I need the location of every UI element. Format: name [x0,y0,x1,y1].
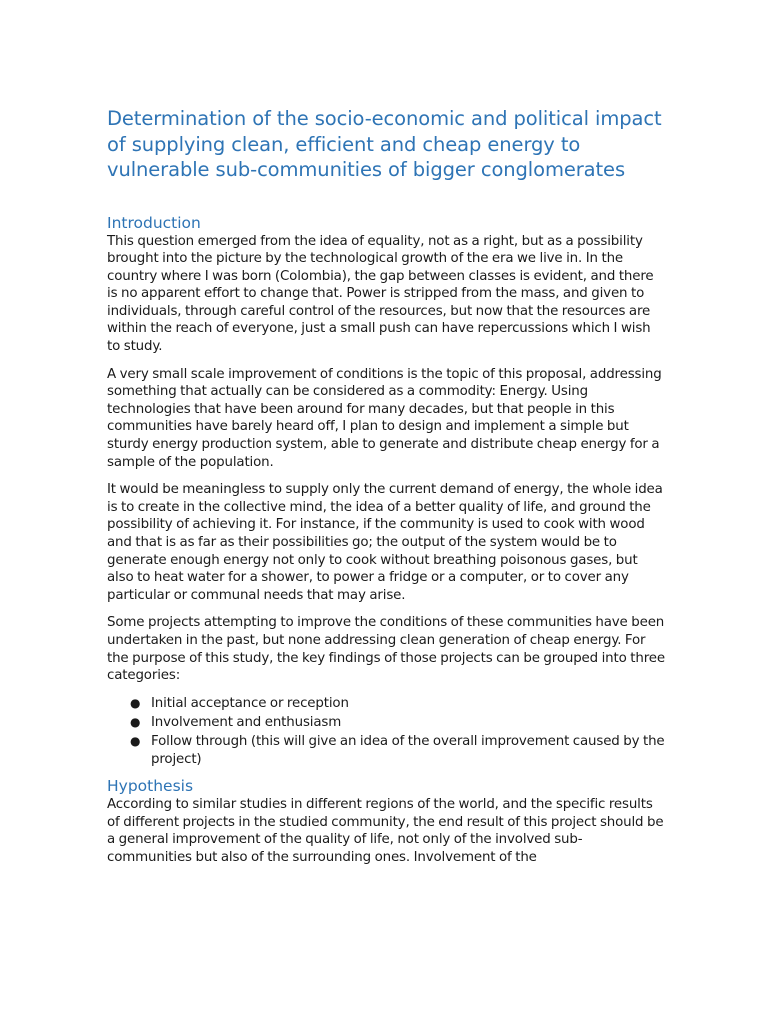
hypothesis-section [107,776,667,866]
introduction-section [107,213,667,769]
hypothesis-heading: Hypothesis [107,777,194,796]
list-item-text: Initial acceptance or reception [151,695,349,711]
hypothesis-paragraph-1: According to similar studies in different regions of the world, and the specific results of different projects in the studied community, the end result of this project should be a general improvement of the quality of life, not only of the involved sub-communities but also of the surrounding ones. Involvement of the [107,797,664,865]
list-item [130,695,667,713]
intro-paragraph-3: It would be meaningless to supply only the current demand of energy, the whole idea is to create in the collective mind, the idea of a better quality of life, and ground the possibility of achieving it. For instance, if the community is used to cook with wood and that is as far as their possibilities go; the output of the system would be to generate enough energy not only to cook without breathing poisonous gases, but also to heat water for a shower, to power a fridge or a computer, or to cover any particular or communal needs that may arise. [107,482,663,603]
findings-list [107,695,667,768]
document-title: Determination of the socio-economic and political impact of supplying clean, efficient and cheap energy to vulnerable sub-communities of bigger conglomerates [107,107,662,181]
list-item [130,733,667,768]
list-item-text: Involvement and enthusiasm [151,714,342,730]
list-item [130,714,667,732]
intro-paragraph-2: A very small scale improvement of conditions is the topic of this proposal, addressing something that actually can be considered as a commodity: Energy. Using technologies that have been around for many decades, but that people in this communities have barely heard off, I plan to design and implement a simple but sturdy energy production system, able to generate and distribute cheap energy for a sample of the population. [107,366,662,470]
intro-paragraph-4: Some projects attempting to improve the conditions of these communities have been undertaken in the past, but none addressing clean generation of cheap energy. For the purpose of this study, the key findings of those projects can be grouped into three categories: [107,615,665,684]
list-item-text: Follow through (this will give an idea of the overall improvement caused by the project) [151,733,665,767]
bullet-icon: ● [130,714,141,729]
bullet-icon: ● [130,695,141,710]
bullet-icon: ● [130,733,141,748]
introduction-heading: Introduction [107,213,201,232]
document-page [107,106,667,877]
intro-paragraph-1: This question emerged from the idea of equality, not as a right, but as a possibility brought into the picture by the technological growth of the era we live in. In the country where I was born (Colombia), the gap between classes is evident, and there is no apparent effort to change that. Power is stripped from the mass, and given to individuals, through careful control of the resources, but now that the resources are within the reach of everyone, just a small push can have repercussions which I wish to study. [107,233,654,355]
